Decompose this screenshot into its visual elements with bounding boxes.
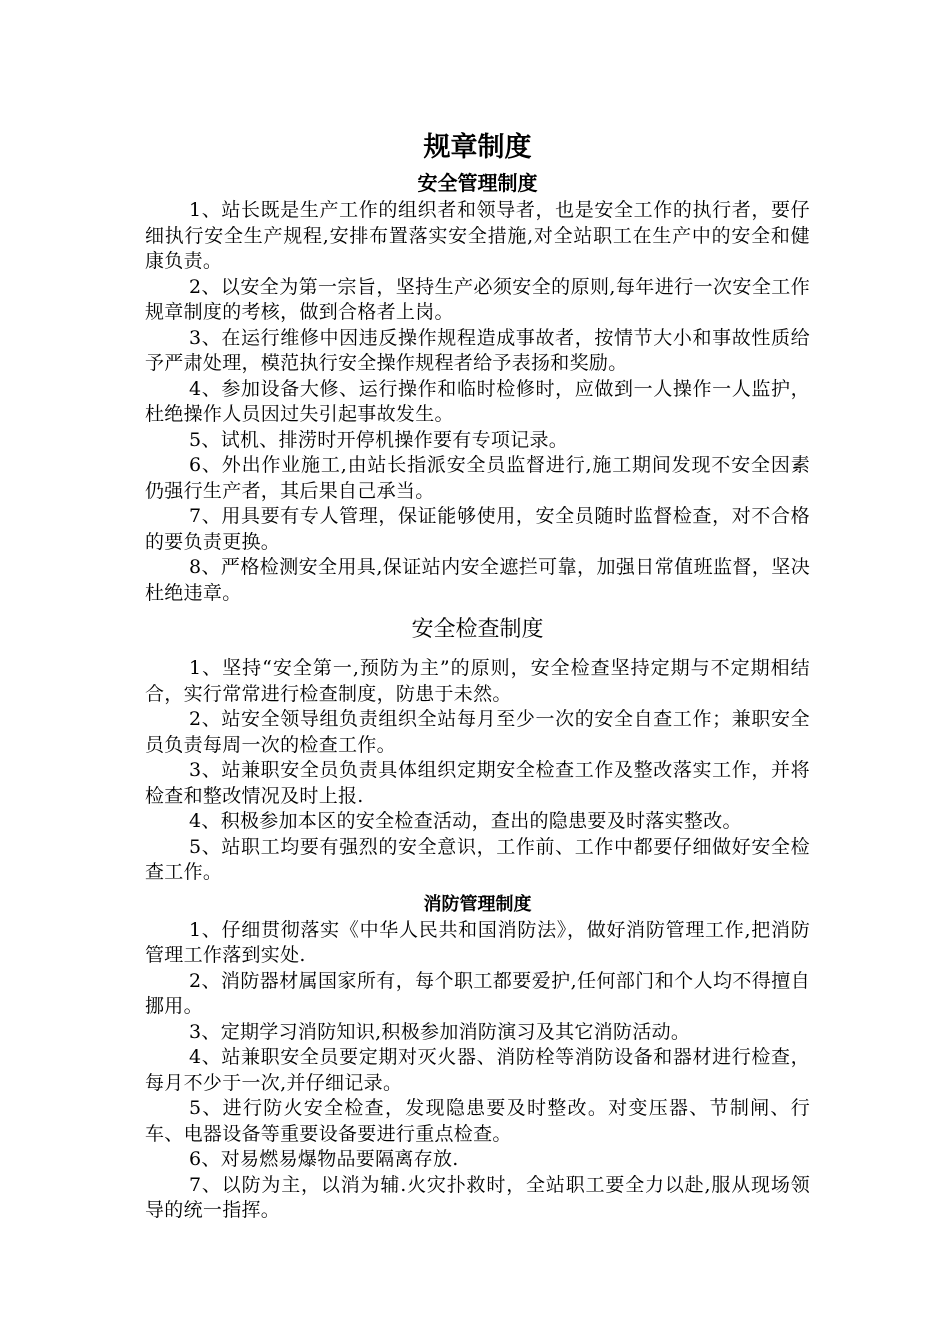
rule-item: 4、积极参加本区的安全检查活动，查出的隐患要及时落实整改。 [189, 810, 742, 832]
rule-item: 3、定期学习消防知识,积极参加消防演习及其它消防活动。 [189, 1020, 691, 1043]
rule-item: 5、试机、排涝时开停机操作要有专项记录。 [189, 428, 569, 451]
rule-item: 4、站兼职安全员要定期对灭火器、消防栓等消防设备和器材进行检查，每月不少于一次,并仔细记录。 [145, 1046, 810, 1094]
document-page [145, 128, 810, 1224]
rule-item: 2、站安全领导组负责组织全站每月至少一次的安全自查工作；兼职安全员负责每周一次的检查工作。 [145, 708, 810, 756]
section-heading: 安全检查制度 [411, 617, 544, 642]
section-heading: 消防管理制度 [423, 893, 532, 915]
rule-item: 2、以安全为第一宗旨，坚持生产必须安全的原则,每年进行一次安全工作规章制度的考核，做到合格者上岗。 [145, 275, 810, 323]
section-safety-management [145, 168, 810, 606]
rule-item: 5、站职工均要有强烈的安全意识，工作前、工作中都要仔细做好安全检查工作。 [145, 835, 810, 883]
section-heading: 安全管理制度 [417, 171, 538, 195]
section-safety-inspection [145, 616, 810, 886]
rule-item: 8、严格检测安全用具,保证站内安全遮拦可靠，加强日常值班监督，坚决杜绝违章。 [145, 556, 810, 604]
rule-item: 6、对易燃易爆物品要隔离存放. [189, 1148, 459, 1170]
rule-item: 3、在运行维修中因违反操作规程造成事故者，按情节大小和事故性质给予严肃处理，模范执行安全操作规程者给予表扬和奖励。 [145, 326, 810, 374]
rule-item: 2、消防器材属国家所有，每个职工都要爱护,任何部门和个人均不得擅自挪用。 [145, 969, 810, 1017]
rule-item: 6、外出作业施工,由站长指派安全员监督进行,施工期间发现不安全因素仍强行生产者，其后果自己承当。 [145, 454, 810, 502]
rule-item: 7、以防为主，以消为辅.火灾扑救时，全站职工要全力以赴,服从现场领导的统一指挥。 [145, 1173, 810, 1221]
rule-item: 5、进行防火安全检查，发现隐患要及时整改。对变压器、节制闸、行车、电器设备等重要设备要进行重点检查。 [145, 1097, 810, 1145]
rule-item: 1、仔细贯彻落实《中华人民共和国消防法》，做好消防管理工作,把消防管理工作落到实处. [145, 918, 810, 966]
rule-item: 7、用具要有专人管理，保证能够使用，安全员随时监督检查，对不合格的要负责更换。 [145, 505, 810, 553]
rule-item: 1、坚持“安全第一,预防为主”的原则，安全检查坚持定期与不定期相结合，实行常常进行检查制度，防患于未然。 [145, 657, 810, 705]
page-title: 规章制度 [423, 132, 532, 163]
rule-item: 1、站长既是生产工作的组织者和领导者，也是安全工作的执行者，要仔细执行安全生产规程,安排布置落实安全措施,对全站职工在生产中的安全和健康负责。 [145, 199, 810, 272]
rule-item: 3、站兼职安全员负责具体组织定期安全检查工作及整改落实工作，并将检查和整改情况及时上报. [145, 759, 810, 807]
rule-item: 4、参加设备大修、运行操作和临时检修时，应做到一人操作一人监护，杜绝操作人员因过失引起事故发生。 [145, 377, 810, 425]
section-fire-management [145, 892, 810, 1224]
